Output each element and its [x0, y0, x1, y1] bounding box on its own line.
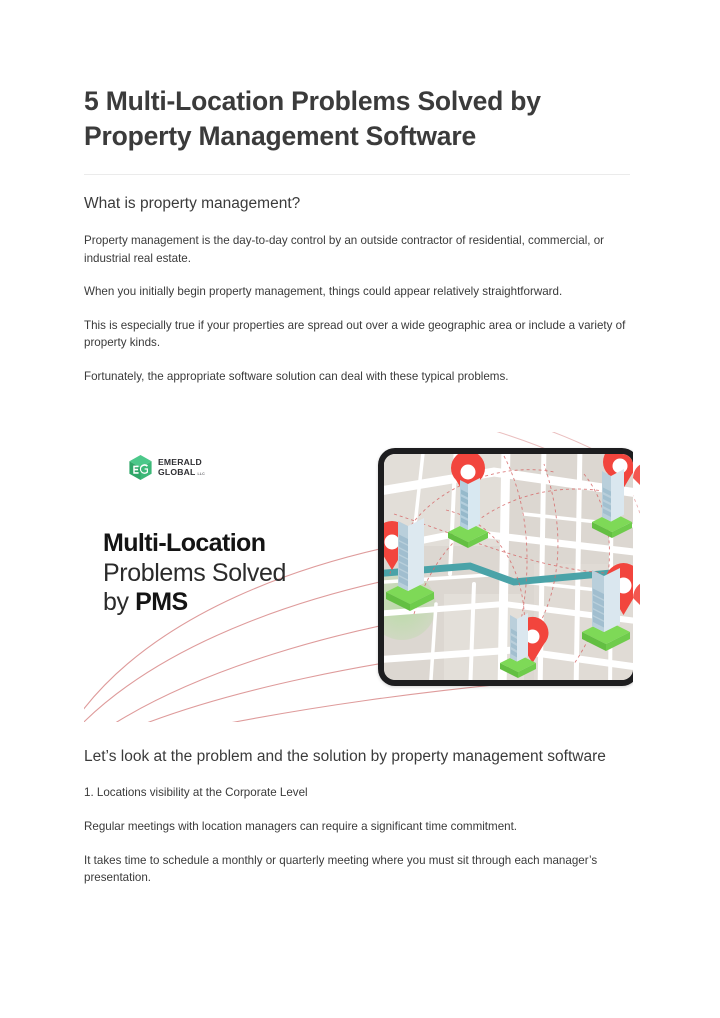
- isometric-city-map: [384, 454, 633, 680]
- headline-line-3-prefix: by: [103, 588, 136, 616]
- headline-line-3-strong: PMS: [135, 588, 188, 616]
- article-bottom: [84, 746, 634, 887]
- logo-suffix: LLC: [197, 471, 205, 476]
- headline-line-1: Multi-Location: [103, 529, 266, 557]
- graphic-headline: [103, 529, 286, 618]
- paragraph: It takes time to schedule a monthly or quarterly meeting where you must sit through each manager’s presentation.: [84, 853, 598, 885]
- paragraph: Property management is the day-to-day control by an outside contractor of residential, commercial, or industrial real estate.: [84, 233, 605, 265]
- logo-line-1: EMERALD: [158, 457, 202, 468]
- section-heading-problem-solution: Let’s look at the problem and the solution by property management software: [84, 748, 606, 765]
- list-item-numbered: 1. Locations visibility at the Corporate Level: [84, 786, 308, 800]
- title-divider: [84, 174, 630, 175]
- promo-graphic: [84, 432, 640, 722]
- paragraph: This is especially true if your properties are spread out over a wide geographic area or include a variety of property kinds.: [84, 318, 626, 350]
- paragraph: Fortunately, the appropriate software solution can deal with these typical problems.: [84, 369, 509, 383]
- emerald-cube-icon: [128, 454, 153, 481]
- tablet-screen: [384, 454, 633, 680]
- page-title: 5 Multi-Location Problems Solved by Property Management Software: [84, 86, 541, 152]
- logo-line-2: GLOBAL: [158, 467, 196, 478]
- brand-logo: [128, 454, 205, 481]
- headline-line-3: [103, 588, 286, 618]
- section-heading-what-is-property-management: What is property management?: [84, 195, 301, 213]
- tablet-device: [378, 448, 639, 686]
- map-bleed-decoration: [633, 448, 640, 686]
- paragraph: Regular meetings with location managers can require a significant time commitment.: [84, 820, 518, 834]
- logo-wordmark: [158, 458, 205, 477]
- paragraph: When you initially begin property management, things could appear relatively straightforward.: [84, 285, 563, 299]
- article-top: [84, 84, 630, 386]
- map-bleed-svg: [633, 448, 640, 686]
- headline-line-2: Problems Solved: [103, 558, 286, 587]
